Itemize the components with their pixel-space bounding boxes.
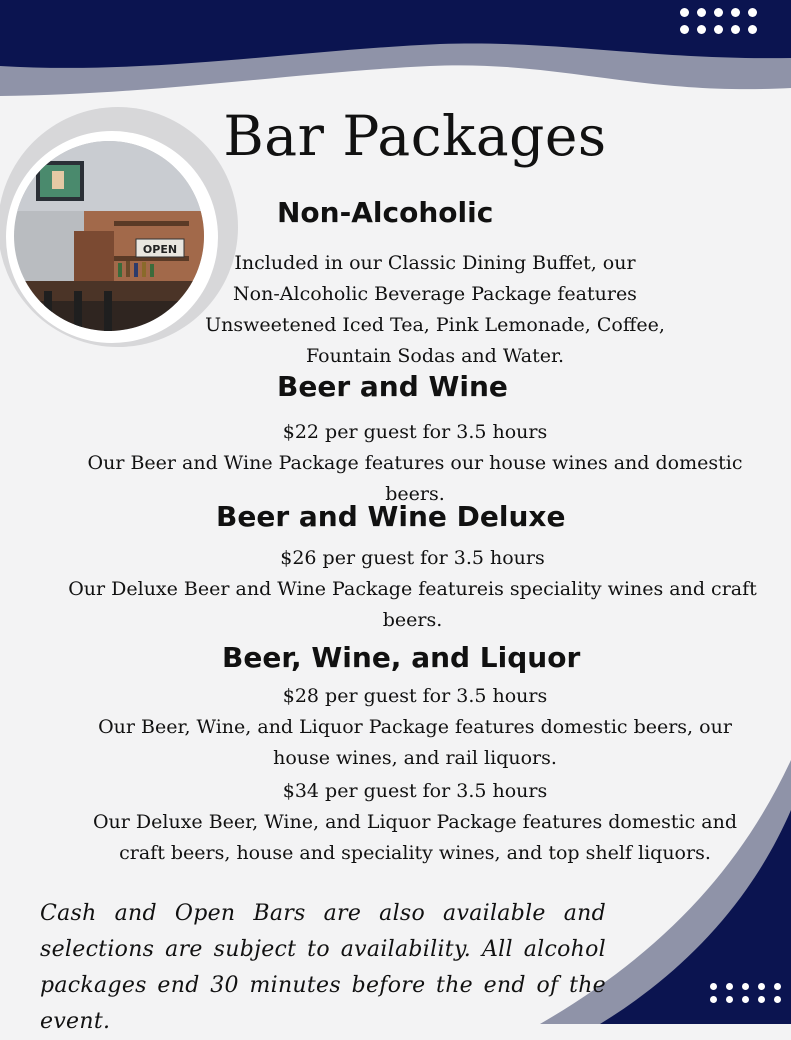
heading-beer-and-wine-deluxe: Beer and Wine Deluxe: [216, 500, 566, 533]
heading-beer-and-wine: Beer and Wine: [277, 370, 508, 403]
footer-note: Cash and Open Bars are also available and selections are subject to availability. All alcohol packages end 30 minutes before the end of the event.: [40, 901, 606, 1034]
price-deluxe: $34 per guest for 3.5 hours: [282, 780, 548, 802]
non-alcoholic-description: [180, 248, 690, 372]
bar-photo: [14, 141, 204, 331]
heading-non-alcoholic: Non-Alcoholic: [277, 196, 494, 229]
package-description: Our Beer and Wine Package features our house wines and domestic beers.: [87, 452, 743, 505]
beer-and-wine-deluxe-block: [50, 543, 775, 636]
desc-line: Non-Alcoholic Beverage Package features: [233, 283, 637, 305]
package-description: Our Beer, Wine, and Liquor Package features domestic beers, our house wines, and rail liquors.: [98, 716, 732, 769]
desc-line: Fountain Sodas and Water.: [306, 345, 564, 367]
page-title: Bar Packages: [223, 104, 607, 168]
price: $28 per guest for 3.5 hours: [282, 685, 548, 707]
desc-line: Included in our Classic Dining Buffet, our: [234, 252, 636, 274]
package-description-deluxe: Our Deluxe Beer, Wine, and Liquor Package features domestic and craft beers, house and speciality wines, and top shelf liquors.: [92, 811, 737, 864]
decorative-dots-top: [680, 8, 757, 34]
package-description: Our Deluxe Beer and Wine Package featureis speciality wines and craft beers.: [68, 578, 757, 631]
beer-wine-liquor-block: [70, 681, 760, 869]
desc-line: Unsweetened Iced Tea, Pink Lemonade, Coffee,: [205, 314, 665, 336]
beer-and-wine-block: [60, 417, 770, 510]
svg-text:OPEN: OPEN: [142, 243, 178, 256]
heading-beer-wine-liquor: Beer, Wine, and Liquor: [222, 641, 581, 674]
price: $22 per guest for 3.5 hours: [282, 421, 548, 443]
price: $26 per guest for 3.5 hours: [280, 547, 545, 569]
decorative-dots-bottom: [710, 983, 783, 1003]
